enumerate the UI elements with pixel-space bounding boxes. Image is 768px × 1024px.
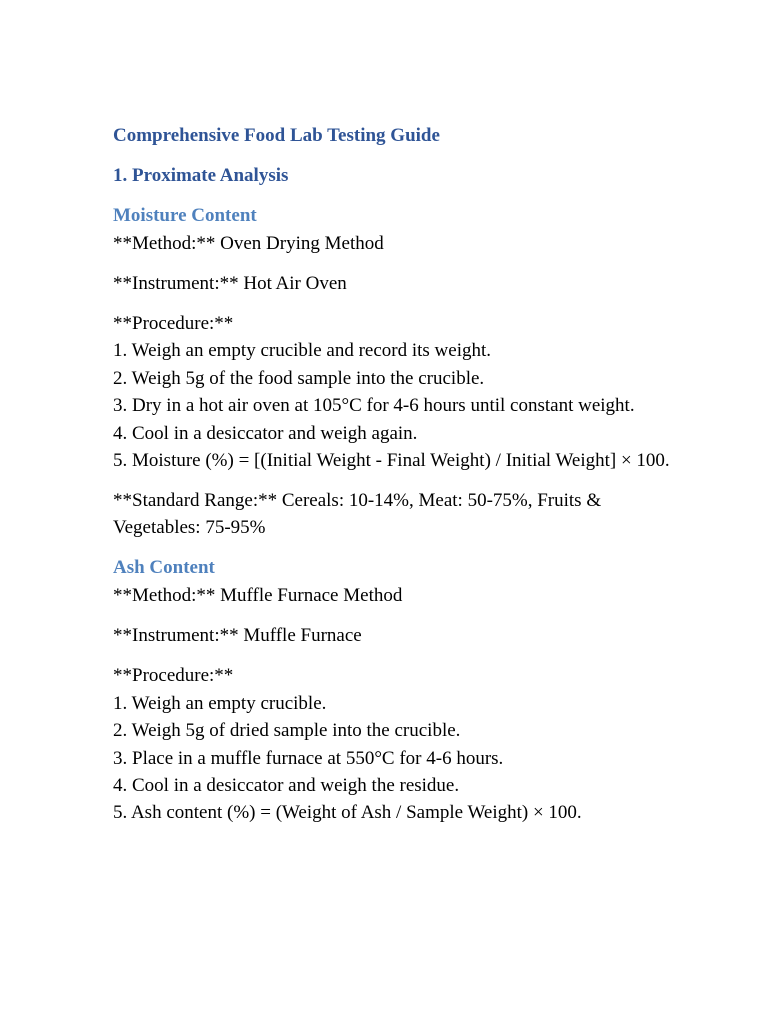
moisture-standard-range: **Standard Range:** Cereals: 10-14%, Meat: 50-75%, Fruits & Vegetables: 75-95% xyxy=(113,490,602,539)
ash-step-4: 4. Cool in a desiccator and weigh the residue. xyxy=(113,775,460,797)
ash-procedure xyxy=(113,662,673,826)
moisture-step-4: 4. Cool in a desiccator and weigh again. xyxy=(113,422,418,444)
moisture-method: **Method:** Oven Drying Method xyxy=(113,233,384,254)
moisture-procedure-label: **Procedure:** xyxy=(113,313,234,334)
moisture-step-2: 2. Weigh 5g of the food sample into the crucible. xyxy=(113,367,485,389)
ash-procedure-label: **Procedure:** xyxy=(113,665,234,687)
ash-step-3: 3. Place in a muffle furnace at 550°C for 4-6 hours. xyxy=(113,747,504,769)
moisture-step-3: 3. Dry in a hot air oven at 105°C for 4-6 hours until constant weight. xyxy=(113,395,635,417)
moisture-step-5: 5. Moisture (%) = [(Initial Weight - Final Weight) / Initial Weight] × 100. xyxy=(113,450,670,472)
moisture-instrument: **Instrument:** Hot Air Oven xyxy=(113,273,347,294)
subheading-ash-content: Ash Content xyxy=(113,557,215,579)
ash-method: **Method:** Muffle Furnace Method xyxy=(113,585,403,607)
ash-step-1: 1. Weigh an empty crucible. xyxy=(113,692,327,714)
moisture-step-1: 1. Weigh an empty crucible and record its weight. xyxy=(113,340,492,362)
ash-step-5: 5. Ash content (%) = (Weight of Ash / Sample Weight) × 100. xyxy=(113,802,582,824)
subheading-moisture-content: Moisture Content xyxy=(113,205,257,226)
ash-step-2: 2. Weigh 5g of dried sample into the crucible. xyxy=(113,720,461,742)
document-page xyxy=(113,122,673,839)
document-title: Comprehensive Food Lab Testing Guide xyxy=(113,125,440,146)
moisture-procedure xyxy=(113,310,673,474)
ash-instrument: **Instrument:** Muffle Furnace xyxy=(113,625,362,647)
section-heading-proximate-analysis: 1. Proximate Analysis xyxy=(113,165,289,186)
